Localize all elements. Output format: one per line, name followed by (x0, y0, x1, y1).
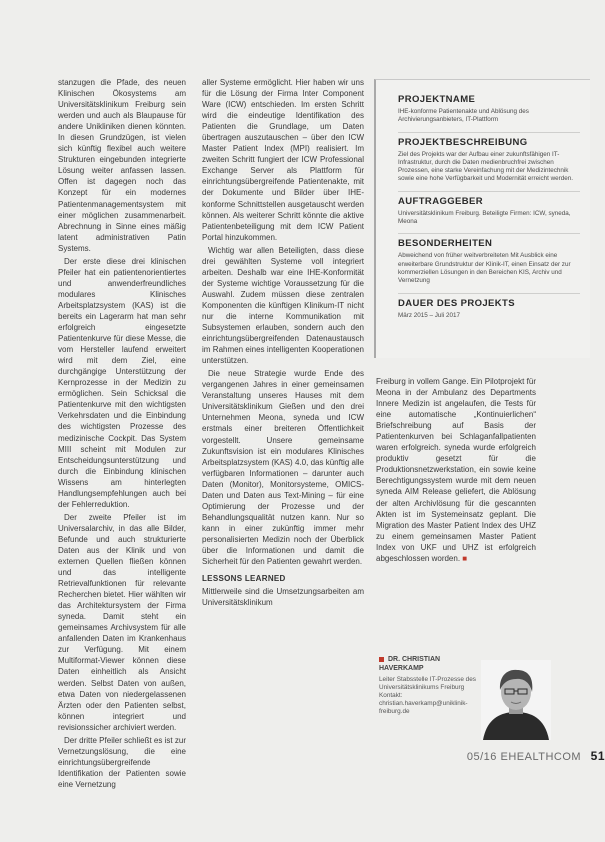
section-subheading: LESSONS LEARNED (202, 574, 286, 584)
info-text-client: Universitätsklinikum Freiburg. Beteiligte Firmen: ICW, syneda, Meona (398, 210, 580, 235)
paragraph: Der erste diese drei klinischen Pfeiler hat ein patientenorientiertes und anwenderfreundliches modulares Klinisches Arbeitsplatzsystem (KAS) ist die bereits ein Lagerarm hat man sehr erfolgreich eingesetzte Patientenkurve für diese Messe, die vom Hersteller laufend erweitert wird mit dem Ziel, eine durchgängige Unterstützung der Kernprozesse in der Medizin zu ermöglichen. Sein Schicksal die Patientenkurve mit den wichtigsten Verkehrsdaten und die Einbindung des wichtigsten Prozesse des medizinische Cockpit. Das System MIII scheint mit Modulen zur Entscheidungsunterstützung und durch die Einbindung klinischen Wissens am hinterlegten Handlungsempfehlungen auch bei der Fehlerreduktion. (58, 256, 186, 509)
info-text-project-name: IHE-konforme Patientenakte und Ablösung des Archivierungsanbieters, IT-Plattform (398, 108, 580, 133)
info-text-specials: Abweichend von früher weitverbreiteten Mit Ausblick eine erweiterbare Grundstruktur der Klinik-IT, einen Einsatz der zur kommerziellen Lösungen in den Bereichen KIS, Archiv und Vernetzung (398, 252, 580, 293)
info-text-duration: März 2015 – Juli 2017 (398, 311, 460, 319)
article-column-1 (58, 77, 186, 792)
end-mark-icon: ■ (462, 553, 468, 563)
info-heading-client: AUFTRAGGEBER (398, 195, 484, 207)
info-heading-project-description: PROJEKTBESCHREIBUNG (398, 136, 528, 148)
paragraph: Die neue Strategie wurde Ende des vergangenen Jahres in einer gemeinsamen Veranstaltung unseres Hauses mit dem Universitätsklinikum Gießen und den drei Unternehmen Meona, syneda und ICW erstmals einer breiteren Öffentlichkeit vorgestellt. Unsere gemeinsame Zukunftsvision ist ein modulares Klinisches Arbeitsplatzsystem (KAS) 4.0, das künftig alle verfügbaren Informationen – darunter auch Daten (Monitor), Monitorsysteme, OMICS-Daten und Daten aus Text-Mining – für eine Optimierung der Prozesse und der Behandlungsqualität nutzen kann. Nur so kann in einer zukünftig immer mehr personalisierten Medizin noch der Überblick über die Informationen und damit die Sicherheit für den Patienten gewahrt werden. (202, 369, 364, 567)
paragraph: Der zweite Pfeiler ist im Universalarchiv, in das alle Bilder, Befunde und auch strukturierte Daten aus der Klinik und von externen Quellen fließen können und das intelligente Retrievalfunktionen für relevante Recherchen bietet. Hier wählten wir das Architektursystem der Firma syneda. Damit steht ein gemeinsames Archivsystem für alle anfallenden Daten im Krankenhaus zur Verfügung. Mit einem Multiformat-Viewer können diese Daten einheitlich als Ansicht werden. Selbst Daten von außen, etwa Daten von niedergelassenen Ärzten oder den Patienten selbst, können integriert und revisionssicher archiviert werden. (58, 512, 186, 732)
bullet-square-icon (379, 657, 384, 662)
info-heading-specials: BESONDERHEITEN (398, 238, 493, 250)
page-number: 51 (590, 749, 605, 763)
author-photo (481, 660, 551, 740)
info-heading-duration: DAUER DES PROJEKTS (398, 297, 515, 309)
article-column-2 (202, 77, 364, 610)
paragraph: stanzugen die Pfade, des neuen Klinischen Ökosystems am Universitätsklinikum Freiburg sein werden und auch als Blaupause für andere Unikliniken dienen könnten. In diesen Grundzügen, ist vielen sich künftig flexibel auch weitere Strukturen eingebunden integrierte Lösung weiter anfassen lassen. Offen ist dagegen noch das Konzept für ein modernes Patientenmanagementsystem mit einer möglichen zusammenarbeit. Abrechnung in Sinne eines mäßig latent administrativen Patin Systems. (58, 78, 186, 253)
paragraph (376, 376, 536, 564)
author-name-text: DR. CHRISTIAN HAVERKAMP (379, 656, 441, 672)
page-footer (467, 749, 605, 763)
paragraph: aller Systeme ermöglicht. Hier haben wir uns für die Lösung der Firma Inter Component Ware (ICW) entschieden. Im ersten Schritt wird die eindeutige Identifikation des Patienten die Grundlage, um Daten übertragen auszutauschen – über den ICW Master Patient Index (MPI) realisiert. Im zweiten Schritt fungiert der ICW Professional Exchange Server als Plattform für einrichtungsübergreifende Patientenakte, mit der Dokumente und Bilder über IHE-konforme Schnittstellen ausgetauscht werden können. Als weiterer Schritt könnte die aktive Patientenbeteiligung mit dem ICW Patient Portal hinzukommen. (202, 78, 364, 242)
issue-number: 05/16 (466, 751, 497, 763)
paragraph-text: Freiburg in vollem Gange. Ein Pilotprojekt für Meona in der Ambulanz des Departments Innere Medizin ist angelaufen, die Tests für eine automatische „Kontinuierlichen“ Briefschreibung auf Basis der Patientenkurven bei Schlaganfallpatienten waren erfolgreich. syneda wurde erfolgreich produktiv gesetzt für die Produktionsnetzwerkstation, ein sowie keine Berechtigungssystem wurde mit dem neuen syneda AIM Release geliefert, die Ablösung der alten Archivlösung für die gescannten Akten ist im Systemeinsatz geplant. Die Migration des Master Patient Index des UHZ zu einem gemeinsamen Master Patient Index von UKF und UHZ ist erfolgreich abgeschlossen worden. (376, 377, 536, 563)
info-heading-project-name: PROJEKTNAME (398, 94, 476, 105)
author-box (377, 656, 583, 742)
magazine-name: EHEALTHCOM (500, 751, 582, 763)
paragraph: Wichtig war allen Beteiligten, dass diese drei gewählten Systeme voll integriert arbeiten. Deshalb war eine IHE-Konformität der Systeme wichtige Voraussetzung für die Auswahl. Zudem müssen diese zentralen Komponenten die künftigen Klinikum-IT nicht nur die interne Kommunikation mit Subsystemen erlauben, sondern auch den einrichtungsübergreifenden Datenaustausch im Rahmen eines intelligenten Kooperationen unterstützen. (202, 245, 364, 366)
info-text-project-description: Ziel des Projekts war der Aufbau einer zukunftsfähigen IT-Infrastruktur, durch die Daten medienbruchfrei zwischen Prozessen, eine starke Vereinfachung mit der Medizintechnik sowie eine hohe Verfügbarkeit und Modernität erreicht werden. (398, 151, 580, 192)
author-bio: Leiter Stabsstelle IT-Prozesse des Universitätsklinikums Freiburg Kontakt: christian.haverkamp@uniklinik-freiburg.de (379, 676, 476, 716)
article-column-3 (376, 376, 536, 566)
project-info-box (374, 79, 590, 358)
paragraph: Der dritte Pfeiler schließt es ist zur Vernetzungslösung, die eine einrichtungsübergreifende Identifikation der Patienten sowie eine Vernetzung (58, 735, 186, 789)
info-box-content (398, 94, 580, 331)
author-name (379, 656, 479, 673)
paragraph: Mittlerweile sind die Umsetzungsarbeiten am Universitätsklinikum (202, 587, 364, 608)
